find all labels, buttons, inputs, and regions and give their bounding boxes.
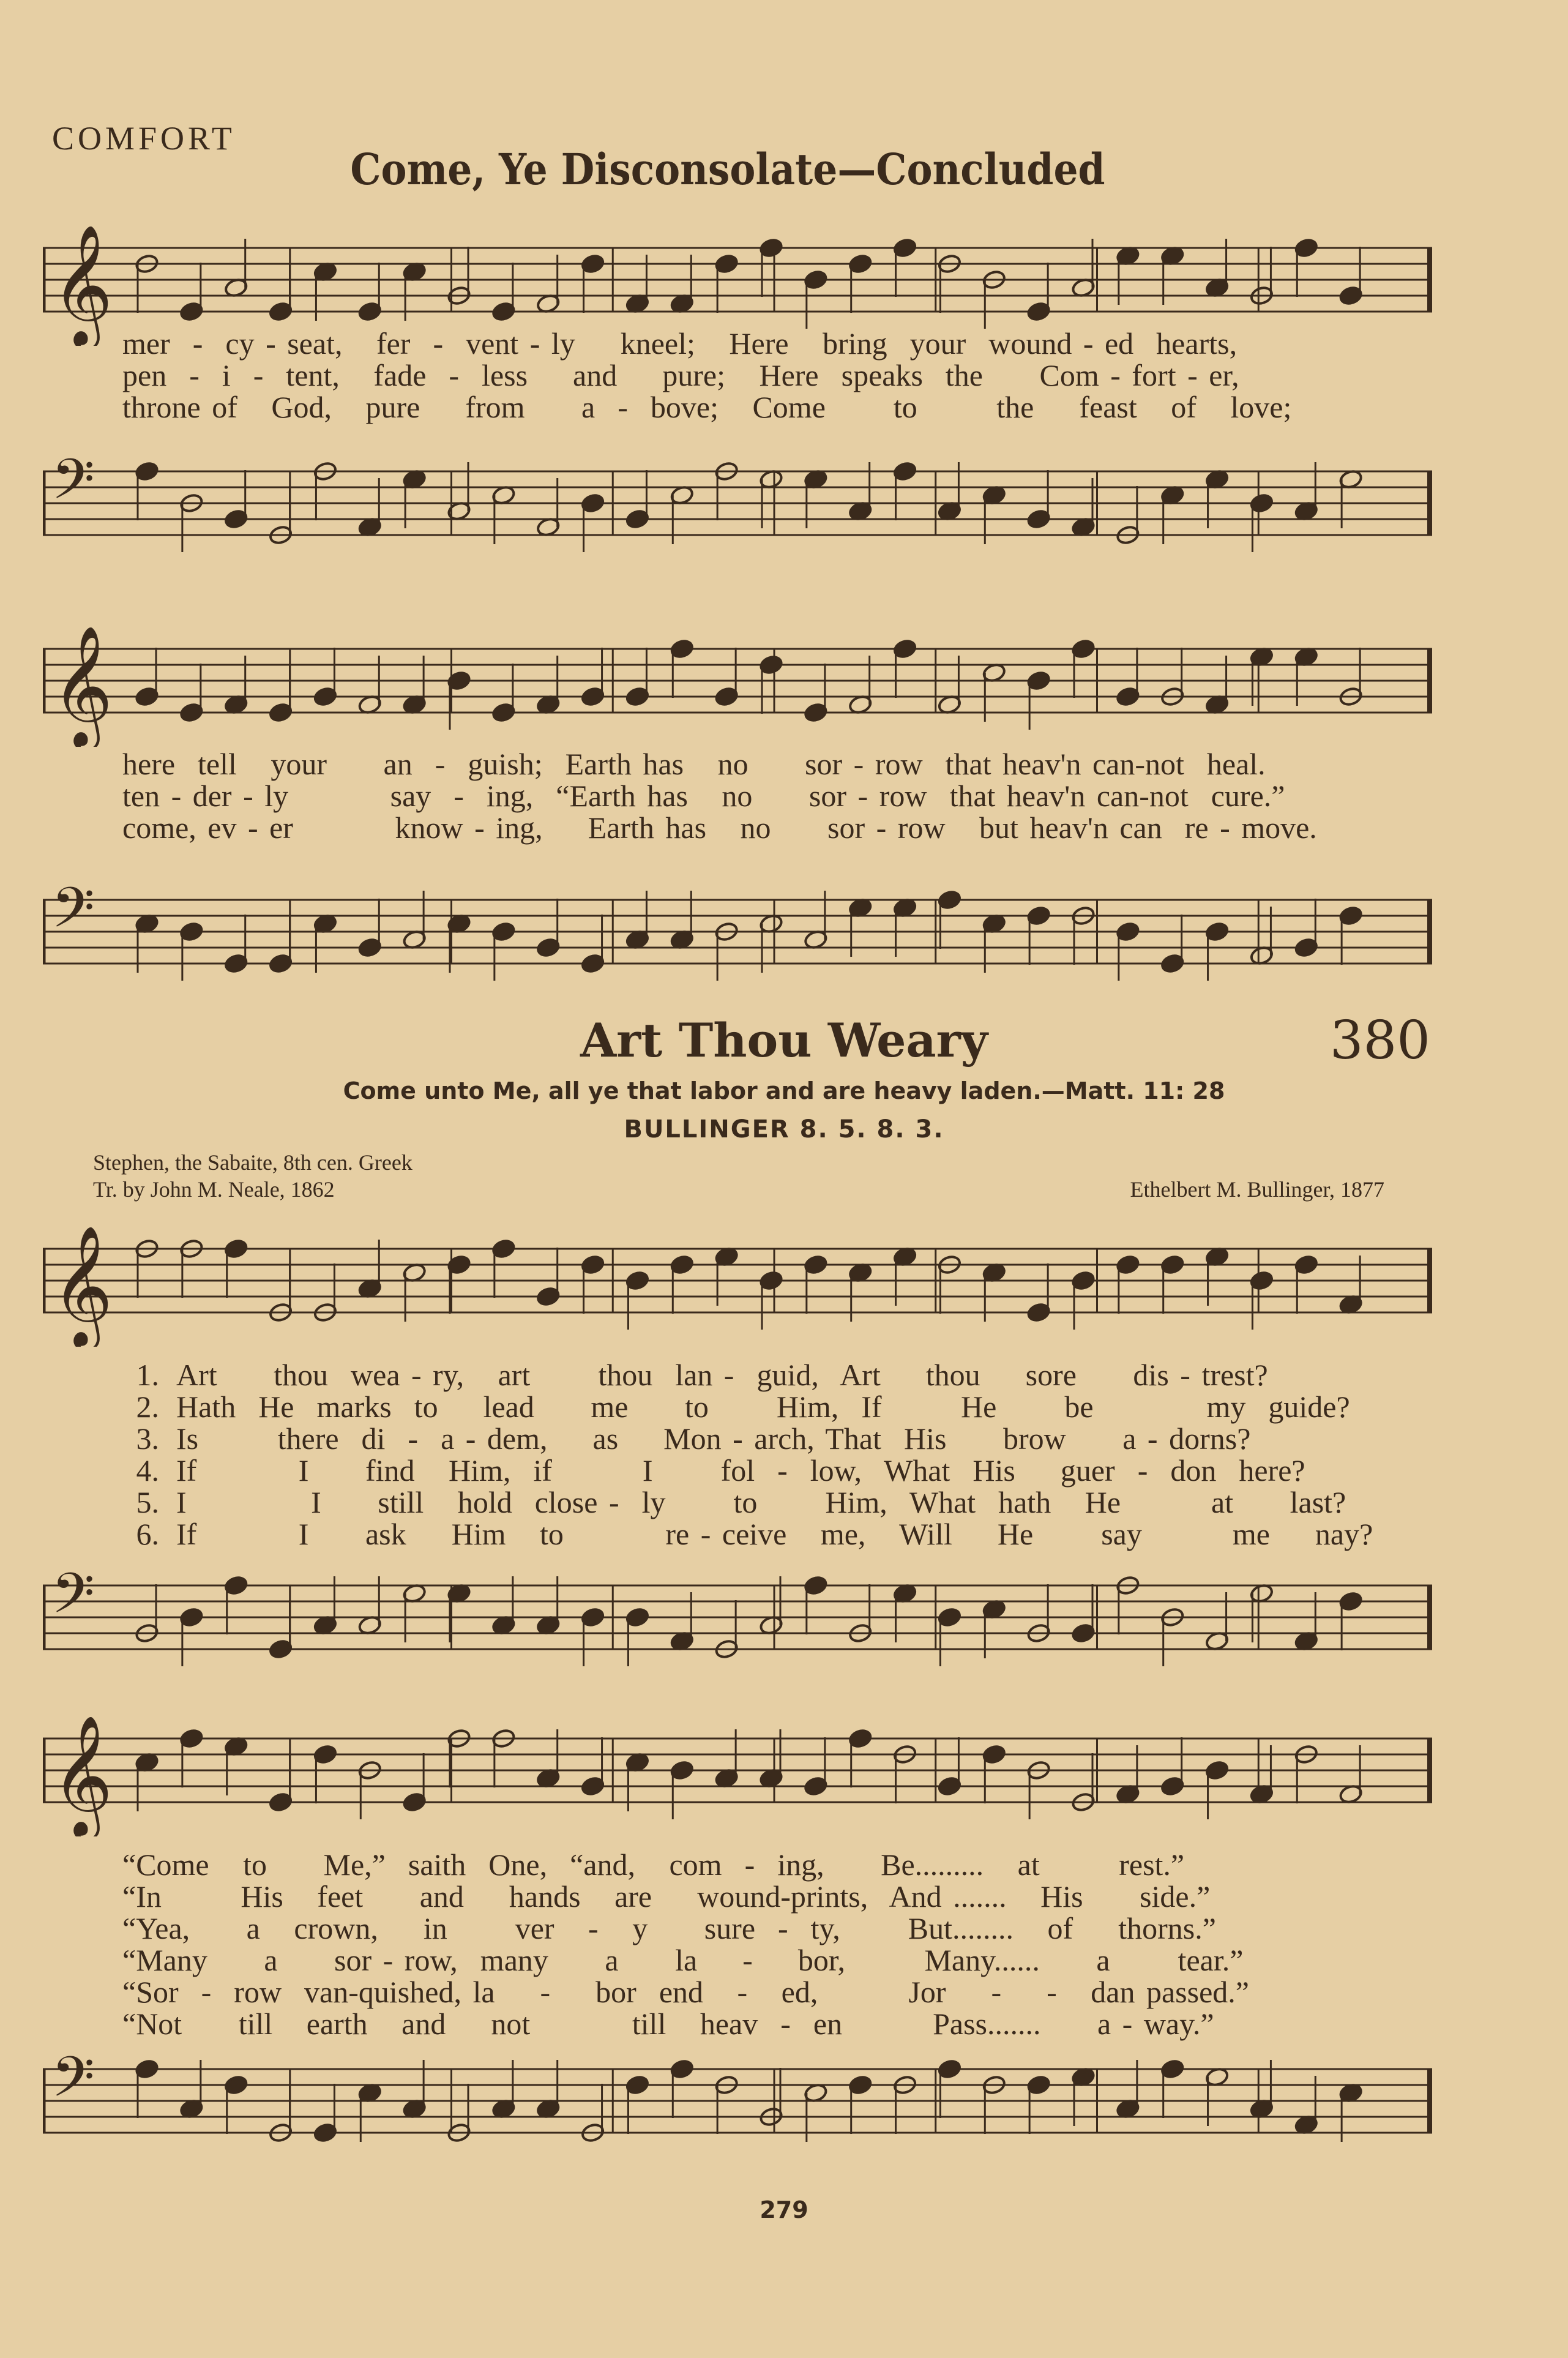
staff-treble-4 — [43, 1714, 1432, 1836]
translator-credit: Tr. by John M. Neale, 1862 — [93, 1177, 335, 1202]
lyric-line: “Come to Me,” saith One, “and, com - ing, Be......... at rest.” — [122, 1847, 1185, 1882]
verse-number: 5. — [136, 1485, 159, 1519]
lyric-line: “Sor - row van-quished, la - bor end - ed, Jor - - dan passed.” — [122, 1975, 1249, 2009]
staff-bass-2 — [43, 875, 1432, 998]
verses-part-1 — [122, 1359, 1426, 1550]
verse-number: 1. — [136, 1358, 159, 1392]
staff-bass-4 — [43, 2045, 1432, 2167]
lyrics-system-2 — [122, 748, 1426, 844]
hymn-title: Art Thou Weary — [580, 1013, 988, 1068]
staff-bass-1 — [43, 447, 1432, 569]
verse-number: 6. — [136, 1517, 159, 1551]
lyric-line: mer - cy - seat, fer - vent - ly kneel; Here bring your wound - ed hearts, — [122, 326, 1238, 361]
verse-number: 2. — [136, 1390, 159, 1424]
verse-text: I I still hold close - ly to Him, What hath He at last? — [176, 1485, 1346, 1519]
verse-text: If I find Him, if I fol - low, What His guer - don here? — [176, 1453, 1305, 1488]
verse-text: If I ask Him to re - ceive me, Will He say me nay? — [176, 1517, 1373, 1551]
treble-clef-icon: 𝄞 — [51, 1715, 113, 1836]
lyric-line: here tell your an - guish; Earth has no sor - row that heav'n can-not heal. — [122, 747, 1266, 781]
verse-number: 3. — [136, 1421, 159, 1456]
lyric-line: “Not till earth and not till heav - en Pass....... a - way.” — [122, 2007, 1214, 2041]
scripture-reference: Come unto Me, all ye that labor and are heavy laden.—Matt. 11: 28 — [343, 1077, 1225, 1104]
verse-text: Art thou wea - ry, art thou lan - guid, Art thou sore dis - trest? — [176, 1358, 1268, 1392]
lyric-line: ten - der - ly say - ing, “Earth has no sor - row that heav'n can-not cure.” — [122, 779, 1285, 813]
author-credit: Stephen, the Sabaite, 8th cen. Greek — [93, 1150, 413, 1175]
verse-number: 4. — [136, 1453, 159, 1488]
staff-treble-3 — [43, 1224, 1432, 1347]
staff-treble-2 — [43, 624, 1432, 747]
lyric-line: throne of God, pure from a - bove; Come to the feast of love; — [122, 390, 1292, 424]
lyric-line: come, ev - er know - ing, Earth has no sor - row but heav'n can re - move. — [122, 810, 1317, 845]
verse-text: Is there di - a - dem, as Mon - arch, That His brow a - dorns? — [176, 1421, 1251, 1456]
verse-text: Hath He marks to lead me to Him, If He be my guide? — [176, 1390, 1350, 1424]
treble-clef-icon: 𝄞 — [51, 1225, 113, 1346]
lyric-line: “Yea, a crown, in ver - y sure - ty, But........ of thorns.” — [122, 1911, 1216, 1945]
lyrics-system-1 — [122, 328, 1426, 423]
hymn-number: 380 — [1329, 1010, 1430, 1071]
bass-clef-icon: 𝄢 — [51, 875, 95, 954]
hymn-title-concluded: Come, Ye Disconsolate—Concluded — [350, 144, 1105, 195]
lyric-line: “In His feet and hands are wound-prints, And ....... His side.” — [122, 1879, 1211, 1914]
bass-clef-icon: 𝄢 — [51, 1561, 95, 1639]
treble-clef-icon: 𝄞 — [51, 625, 113, 746]
bass-clef-icon: 𝄢 — [51, 447, 95, 525]
lyric-line: “Many a sor - row, many a la - bor, Many...... a tear.” — [122, 1943, 1244, 1977]
tune-name: BULLINGER 8. 5. 8. 3. — [624, 1115, 944, 1143]
verses-part-2 — [122, 1849, 1426, 2040]
staff-bass-3 — [43, 1561, 1432, 1683]
bass-clef-icon: 𝄢 — [51, 2045, 95, 2123]
lyric-line: pen - i - tent, fade - less and pure; Here speaks the Com - fort - er, — [122, 358, 1239, 392]
treble-clef-icon: 𝄞 — [51, 224, 113, 345]
composer-credit: Ethelbert M. Bullinger, 1877 — [1130, 1177, 1384, 1202]
section-label: COMFORT — [52, 120, 236, 157]
page-number: 279 — [760, 2196, 808, 2223]
